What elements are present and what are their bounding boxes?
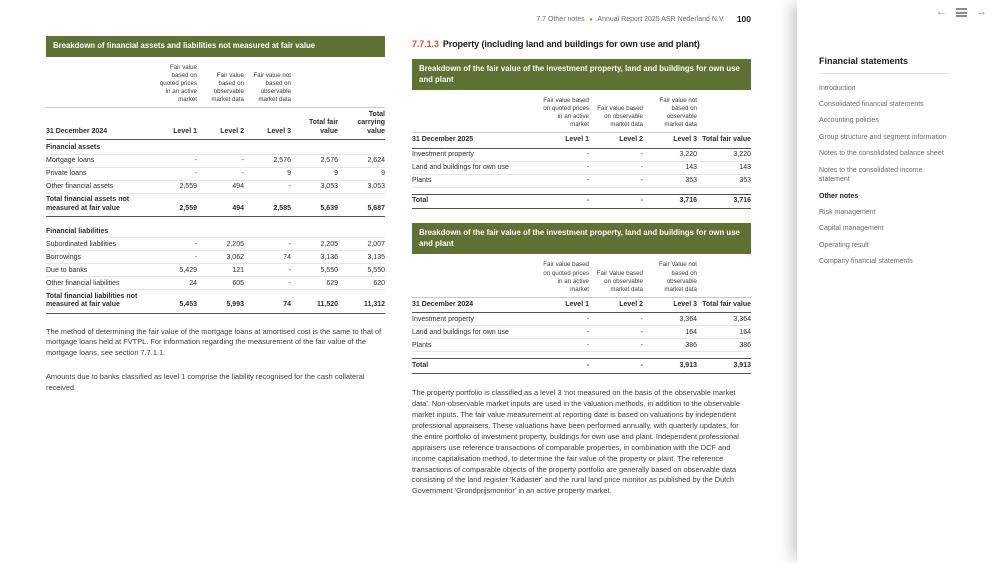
cell-value: - [589,174,643,187]
cell-value: - [150,238,197,251]
section-number: 7.7.1.3 [412,39,439,49]
row-label: Financial liabilities [46,224,150,238]
cell-value: - [197,154,244,167]
level-header: Level 1 [535,133,589,148]
cell-value: - [589,339,643,352]
cell-value: 386 [643,339,697,352]
table-row [412,194,751,209]
empty-cell [291,57,338,108]
cell-value: - [535,339,589,352]
sidebar-item-accounting-policies[interactable]: Accounting policies [819,117,879,125]
page-header [46,0,751,30]
row-label: Total financial assets not measured at fair value [46,193,150,217]
cell-value: 353 [643,174,697,187]
row-label [46,217,150,224]
property-portfolio-paragraph: The property portfolio is classified as a level 3 'not measured on the basis of the observable market data'. Non-observable market inputs are used in the valuation methods, in addition to the observable market inputs. The fair value measurement at reporting date is based on valuations by independent professional appraisers. These valuations have been performed annually, with quarterly updates, for the entire portfolio of investment property, buildings for own use and plant. Independent professional appraisers use reference transactions of comparable properties, in combination with the DCF and income capitalisation method, to determine the fair value of the property or plant. The reference transactions of comparable objects of the property portfolio are generally based on observable data consisting of the land register 'Kadaster' and the rural land price monitor as published by the Dutch Government 'Grondprijsmonitor' in an active property market. [412,387,741,496]
row-label: Plants [412,339,535,352]
column-description-row [46,57,385,108]
cell-value: 494 [197,180,244,193]
cell-value: 3,062 [197,251,244,264]
table-row [46,154,385,167]
cell-value [291,224,338,238]
cell-value: 24 [150,277,197,290]
cell-value [197,140,244,155]
empty-cell [697,254,751,297]
cell-value: - [150,251,197,264]
table-row [412,359,751,374]
cell-value: 386 [697,339,751,352]
report-title: Annual Report 2025 ASR Nederland N.V. [597,15,725,23]
cell-value [535,187,589,194]
table-date-row [412,297,751,312]
date-label: 31 December 2025 [412,133,535,148]
cell-value: 11,520 [291,290,338,314]
table-date-row [46,107,385,139]
level-header: Total fair value [291,107,338,139]
cell-value: 121 [197,264,244,277]
cell-value: - [197,167,244,180]
cell-value: 605 [197,277,244,290]
row-label: Total financial liabilities not measured at fair value [46,290,150,314]
cell-value [150,217,197,224]
row-label: Borrowings [46,251,150,264]
column-description-row [412,254,751,297]
cell-value: 3,913 [697,359,751,374]
cell-value: 2,007 [338,238,385,251]
cell-value: 3,135 [338,251,385,264]
cell-value [291,140,338,155]
cell-value: 629 [291,277,338,290]
table-row [412,352,751,359]
empty-cell [46,57,150,108]
cell-value: 5,639 [291,193,338,217]
level-header: Level 2 [589,297,643,312]
row-label: Total [412,194,535,209]
row-label: Mortgage loans [46,154,150,167]
cell-value: 3,053 [338,180,385,193]
level-header: Total carrying value [338,107,385,139]
table-date-row [412,133,751,148]
cell-value [338,217,385,224]
cell-value: 2,576 [244,154,291,167]
cell-value [197,217,244,224]
column-header: Fair Value based on observable market data [596,269,643,293]
cell-value: 2,559 [150,193,197,217]
cell-value [643,352,697,359]
cell-value: 143 [643,161,697,174]
level-header: Total fair value [697,133,751,148]
cell-value: - [535,174,589,187]
table-row [46,290,385,314]
row-label: Land and buildings for own use [412,326,535,339]
sidebar-list [819,80,950,270]
sidebar-item-group-structure-and-segment-information[interactable]: Group structure and segment information [819,133,947,141]
date-label: 31 December 2024 [412,297,535,312]
cell-value: 2,576 [291,154,338,167]
cell-value: 74 [244,251,291,264]
left-table-title: Breakdown of financial assets and liabilities not measured at fair value [46,36,385,57]
row-label: Other financial liabilities [46,277,150,290]
table-title-2025: Breakdown of the fair value of the investment property, land and buildings for own use and plant [412,59,751,90]
row-label: Other financial assets [46,180,150,193]
cell-value: - [589,313,643,326]
cell-value: - [589,359,643,374]
sidebar-item-capital-management[interactable]: Capital management [819,225,884,233]
cell-value: - [589,148,643,161]
cell-value: 494 [197,193,244,217]
cell-value [150,224,197,238]
cell-value: 164 [697,326,751,339]
cell-value: 5,687 [338,193,385,217]
table-row [46,224,385,238]
table-row [46,264,385,277]
table-row [46,238,385,251]
column-header: Fair value not based on observable market data [659,97,697,129]
cell-value: 5,453 [150,290,197,314]
cell-value: 3,220 [643,148,697,161]
column-header: Fair value based on quoted prices in an active market [543,261,589,293]
date-label: 31 December 2024 [46,107,150,139]
sidebar-item-other-notes[interactable]: Other notes [819,192,859,200]
column-header: Fair value based on quoted prices in an active market [159,63,197,103]
table-row [46,217,385,224]
empty-cell [412,254,535,297]
cell-value: - [535,194,589,209]
cell-value: - [589,194,643,209]
table-row [46,193,385,217]
cell-value: 3,716 [643,194,697,209]
cell-value: 2,585 [244,193,291,217]
level-header: Level 3 [643,297,697,312]
level-header: Level 3 [643,133,697,148]
cell-value: 143 [697,161,751,174]
cell-value: 5,550 [291,264,338,277]
cell-value: 74 [244,290,291,314]
separator-dot: • [589,14,593,24]
cell-value: 11,312 [338,290,385,314]
property-table-2024 [412,254,751,373]
property-table-2025 [412,90,751,209]
cell-value [197,224,244,238]
table-row [412,187,751,194]
previous-page-icon[interactable]: ← [936,6,947,18]
cell-value: - [150,154,197,167]
column-header: Fair value based on observable market data [211,71,244,103]
column-header: Fair value based on observable market data [597,105,643,129]
column-header: Fair Value not based on observable market data [658,261,697,293]
table-row [412,326,751,339]
level-header: Level 3 [244,107,291,139]
row-label: Investment property [412,148,535,161]
column-description-row [412,90,751,133]
cell-value [643,187,697,194]
level-header: Level 2 [197,107,244,139]
table-row [412,313,751,326]
table-row [46,167,385,180]
cell-value: - [150,167,197,180]
cell-value: 3,136 [291,251,338,264]
cell-value: - [535,313,589,326]
column-header: Fair value not based on observable market data [253,71,291,103]
cell-value [535,352,589,359]
cell-value [697,187,751,194]
cell-value: 5,429 [150,264,197,277]
note-paragraph: The method of determining the fair value of the mortgage loans at amortised cost is the same to that of mortgage loans held at FVTPL. For information regarding the measurement of the fair value of the mortgage loans, see section 7.7.1.1. [46,326,382,358]
column-header: Fair value based on quoted prices in an active market [543,97,589,129]
cell-value: 164 [643,326,697,339]
cell-value: 9 [244,167,291,180]
sidebar-item-notes-to-the-consolidated-income-statement[interactable]: Notes to the consolidated income statement [819,166,923,184]
cell-value [244,140,291,155]
next-page-icon[interactable]: → [976,6,987,18]
sidebar-item-risk-management[interactable]: Risk management [819,209,876,216]
level-header: Level 1 [150,107,197,139]
right-column [412,36,751,505]
cell-value: - [535,359,589,374]
sidebar-item-company-financial-statements[interactable]: Company financial statements [819,258,913,266]
cell-value [244,217,291,224]
cell-value [244,224,291,238]
cell-value [150,140,197,155]
menu-icon[interactable] [956,8,967,17]
cell-value: - [244,264,291,277]
cell-value: 620 [338,277,385,290]
cell-value: - [535,148,589,161]
cell-value: - [589,161,643,174]
fair-value-table-2025 [412,59,751,209]
level-header: Level 1 [535,297,589,312]
empty-cell [338,57,385,108]
table-row [46,140,385,155]
note-paragraph: Amounts due to banks classified as level 1 comprise the liability recognised for the cash collateral received. [46,372,365,393]
table-title-2024: Breakdown of the fair value of the investment property, land and buildings for own use and plant [412,223,751,254]
cell-value: 353 [697,174,751,187]
table-row [412,148,751,161]
empty-cell [412,90,535,133]
cell-value [589,187,643,194]
assets-liabilities-table [46,57,385,314]
row-label [412,187,535,194]
cell-value: 3,913 [643,359,697,374]
row-label: Private loans [46,167,150,180]
cell-value: - [589,326,643,339]
cell-value: 2,624 [338,154,385,167]
row-label: Financial assets [46,140,150,155]
fair-value-table-2024 [412,223,751,373]
sidebar-item-introduction[interactable]: Introduction [819,84,856,92]
cell-value: 3,716 [697,194,751,209]
cell-value: 2,205 [197,238,244,251]
cell-value: - [244,238,291,251]
page-number: 100 [736,14,751,24]
row-label: Plants [412,174,535,187]
table-row [46,277,385,290]
row-label [412,352,535,359]
sidebar-item-operating-result[interactable]: Operating result [819,241,869,249]
section-title: Property (including land and buildings for own use and plant) [442,39,700,49]
sidebar-item-notes-to-the-consolidated-balance-sheet[interactable]: Notes to the consolidated balance sheet [819,150,944,158]
sidebar-title: Financial statements [819,56,950,74]
table-row [46,251,385,264]
two-column-layout [46,36,751,505]
cell-value: - [244,277,291,290]
cell-value [589,352,643,359]
table-row [412,339,751,352]
cell-value [291,217,338,224]
cell-value: - [535,326,589,339]
page-navigation [936,7,987,18]
left-column [46,36,385,505]
level-header: Level 2 [589,133,643,148]
cell-value: 5,550 [338,264,385,277]
row-label: Due to banks [46,264,150,277]
cell-value [338,224,385,238]
table-row [412,174,751,187]
cell-value: 9 [291,167,338,180]
cell-value: - [535,161,589,174]
table-row [412,161,751,174]
row-label: Subordinated liabilities [46,238,150,251]
level-header: Total fair value [697,297,751,312]
empty-cell [697,90,751,133]
cell-value: 9 [338,167,385,180]
cell-value: 3,053 [291,180,338,193]
navigation-sidebar [797,0,1000,563]
cell-value: 2,559 [150,180,197,193]
cell-value: 3,364 [643,313,697,326]
row-label: Investment property [412,313,535,326]
cell-value [697,352,751,359]
breadcrumb-section: 7.7 Other notes [536,15,585,23]
section-heading [412,39,751,49]
cell-value: 3,220 [697,148,751,161]
table-row [46,180,385,193]
cell-value: 3,364 [697,313,751,326]
row-label: Land and buildings for own use [412,161,535,174]
cell-value: - [244,180,291,193]
cell-value [338,140,385,155]
cell-value: 2,205 [291,238,338,251]
row-label: Total [412,359,535,374]
sidebar-item-consolidated-financial-statements[interactable]: Consolidated financial statements [819,100,924,108]
cell-value: 5,993 [197,290,244,314]
